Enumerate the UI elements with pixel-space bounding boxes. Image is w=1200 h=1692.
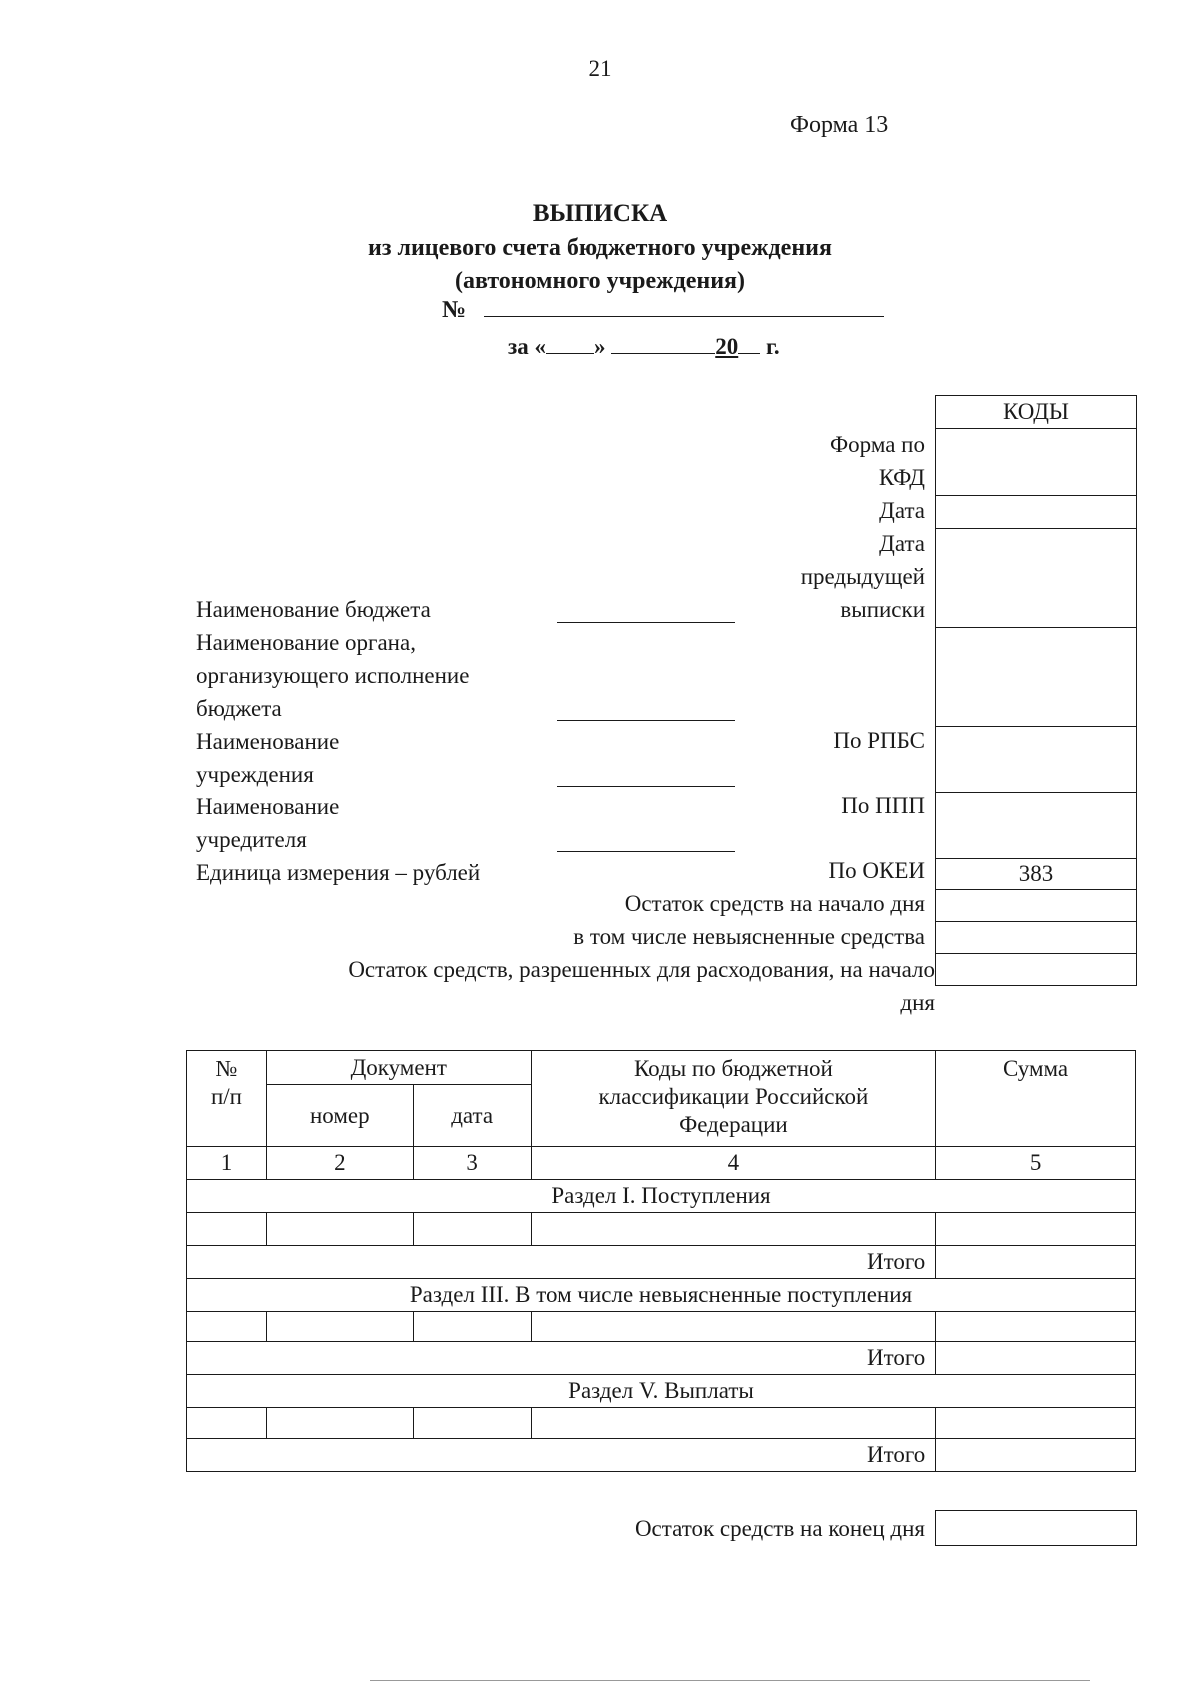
label-prev-date-2: предыдущей (800, 564, 925, 589)
label-po-okei: По ОКЕИ (828, 858, 925, 883)
cell-doc-number[interactable] (266, 1312, 413, 1342)
col-codes-header-2: классификации Российской (598, 1084, 869, 1109)
code-kfd[interactable] (936, 429, 1137, 496)
codes-table (935, 395, 1137, 986)
code-okei: 383 (936, 859, 1137, 890)
col-doc-date-header: дата (413, 1085, 531, 1147)
section-5-total-label: Итого (187, 1439, 936, 1472)
label-institution-name-2: учреждения (196, 762, 314, 787)
cell-sum[interactable] (936, 1408, 1136, 1439)
label-kfd: КФД (878, 465, 925, 490)
cell-codes[interactable] (531, 1312, 936, 1342)
section-5-total-value[interactable] (936, 1439, 1136, 1472)
statement-number-line (442, 296, 884, 324)
footer-rule (370, 1680, 1090, 1683)
section-5-header: Раздел V. Выплаты (187, 1375, 1136, 1408)
section-3-total-value[interactable] (936, 1342, 1136, 1375)
institution-name-field[interactable] (557, 786, 735, 787)
label-organ-name-2: организующего исполнение (196, 663, 470, 688)
col-num-header (187, 1051, 267, 1147)
label-institution-name-1: Наименование (196, 729, 340, 754)
label-budget-name: Наименование бюджета (196, 597, 431, 622)
code-ppp[interactable] (936, 793, 1137, 859)
cell-codes[interactable] (531, 1213, 936, 1246)
founder-name-field[interactable] (557, 851, 735, 852)
statement-number-field[interactable] (484, 296, 884, 317)
section-1-header: Раздел I. Поступления (187, 1180, 1136, 1213)
table-row (187, 1408, 1136, 1439)
label-founder-name-1: Наименование (196, 794, 340, 819)
month-field[interactable] (611, 335, 715, 354)
document-title: ВЫПИСКА (532, 200, 668, 227)
table-row (187, 1312, 1136, 1342)
cell-doc-date[interactable] (413, 1312, 531, 1342)
cell-num[interactable] (187, 1408, 267, 1439)
label-form-po: Форма по (830, 432, 925, 457)
number-sign: № (442, 297, 467, 323)
cell-doc-date[interactable] (413, 1408, 531, 1439)
cell-doc-number[interactable] (266, 1408, 413, 1439)
label-organ-name-1: Наименование органа, (196, 630, 416, 655)
page-number: 21 (588, 56, 612, 81)
form-label: Форма 13 (790, 112, 889, 138)
cell-codes[interactable] (531, 1408, 936, 1439)
document-subtitle-2: (автономного учреждения) (454, 268, 746, 294)
label-balance-start: Остаток средств на начало дня (624, 891, 925, 916)
col-index-3: 3 (413, 1147, 531, 1180)
label-unclear-funds: в том числе невыясненные средства (573, 924, 925, 949)
code-rpbs[interactable] (936, 727, 1137, 793)
label-unit: Единица измерения – рублей (196, 860, 481, 885)
date-prefix: за « (508, 334, 546, 359)
section-3-total-label: Итого (187, 1342, 936, 1375)
col-num-header-2: п/п (210, 1084, 242, 1109)
code-date[interactable] (936, 496, 1137, 529)
col-index-2: 2 (266, 1147, 413, 1180)
cell-num[interactable] (187, 1312, 267, 1342)
code-balance-start[interactable] (936, 890, 1137, 922)
col-document-header: Документ (266, 1051, 531, 1085)
col-codes-header (531, 1051, 936, 1147)
cell-sum[interactable] (936, 1213, 1136, 1246)
code-unclear-funds[interactable] (936, 922, 1137, 954)
col-index-1: 1 (187, 1147, 267, 1180)
col-codes-header-3: Федерации (679, 1112, 788, 1137)
year-field[interactable] (738, 335, 760, 354)
col-index-4: 4 (531, 1147, 936, 1180)
cell-sum[interactable] (936, 1312, 1136, 1342)
label-founder-name-2: учредителя (196, 827, 307, 852)
cell-num[interactable] (187, 1213, 267, 1246)
cell-doc-number[interactable] (266, 1213, 413, 1246)
cell-doc-date[interactable] (413, 1213, 531, 1246)
table-row (187, 1213, 1136, 1246)
code-organ[interactable] (936, 628, 1137, 727)
year-prefix: 20 (715, 334, 739, 359)
col-codes-header-1: Коды по бюджетной (633, 1056, 833, 1081)
code-allowed-balance[interactable] (936, 954, 1137, 986)
year-suffix: г. (766, 334, 780, 359)
label-allowed-balance: Остаток средств, разрешенных для расходования, на начало (348, 957, 935, 982)
section-3-header: Раздел III. В том числе невыясненные поступления (187, 1279, 1136, 1312)
section-1-total-label: Итого (187, 1246, 936, 1279)
col-index-5: 5 (936, 1147, 1136, 1180)
label-po-ppp: По ППП (841, 793, 925, 818)
date-mid: » (594, 334, 606, 359)
label-allowed-balance-day: дня (900, 990, 935, 1015)
section-1-total-value[interactable] (936, 1246, 1136, 1279)
day-field[interactable] (546, 335, 594, 354)
label-date: Дата (879, 498, 925, 523)
label-po-rpbs: По РПБС (833, 728, 925, 753)
col-doc-number-header: номер (266, 1085, 413, 1147)
operations-table (186, 1050, 1136, 1472)
balance-end-field[interactable] (935, 1510, 1137, 1546)
col-sum-header: Сумма (936, 1051, 1136, 1147)
label-balance-end: Остаток средств на конец дня (634, 1516, 925, 1541)
document-subtitle-1: из лицевого счета бюджетного учреждения (368, 235, 832, 261)
label-organ-name-3: бюджета (196, 696, 282, 721)
codes-header: КОДЫ (936, 396, 1137, 429)
organ-name-field[interactable] (557, 720, 735, 721)
budget-name-field[interactable] (557, 622, 735, 623)
label-prev-date-3: выписки (840, 597, 925, 622)
col-num-header-1: № (215, 1056, 238, 1081)
statement-date-line (508, 334, 780, 360)
label-prev-date-1: Дата (879, 531, 925, 556)
code-prev-date[interactable] (936, 529, 1137, 628)
